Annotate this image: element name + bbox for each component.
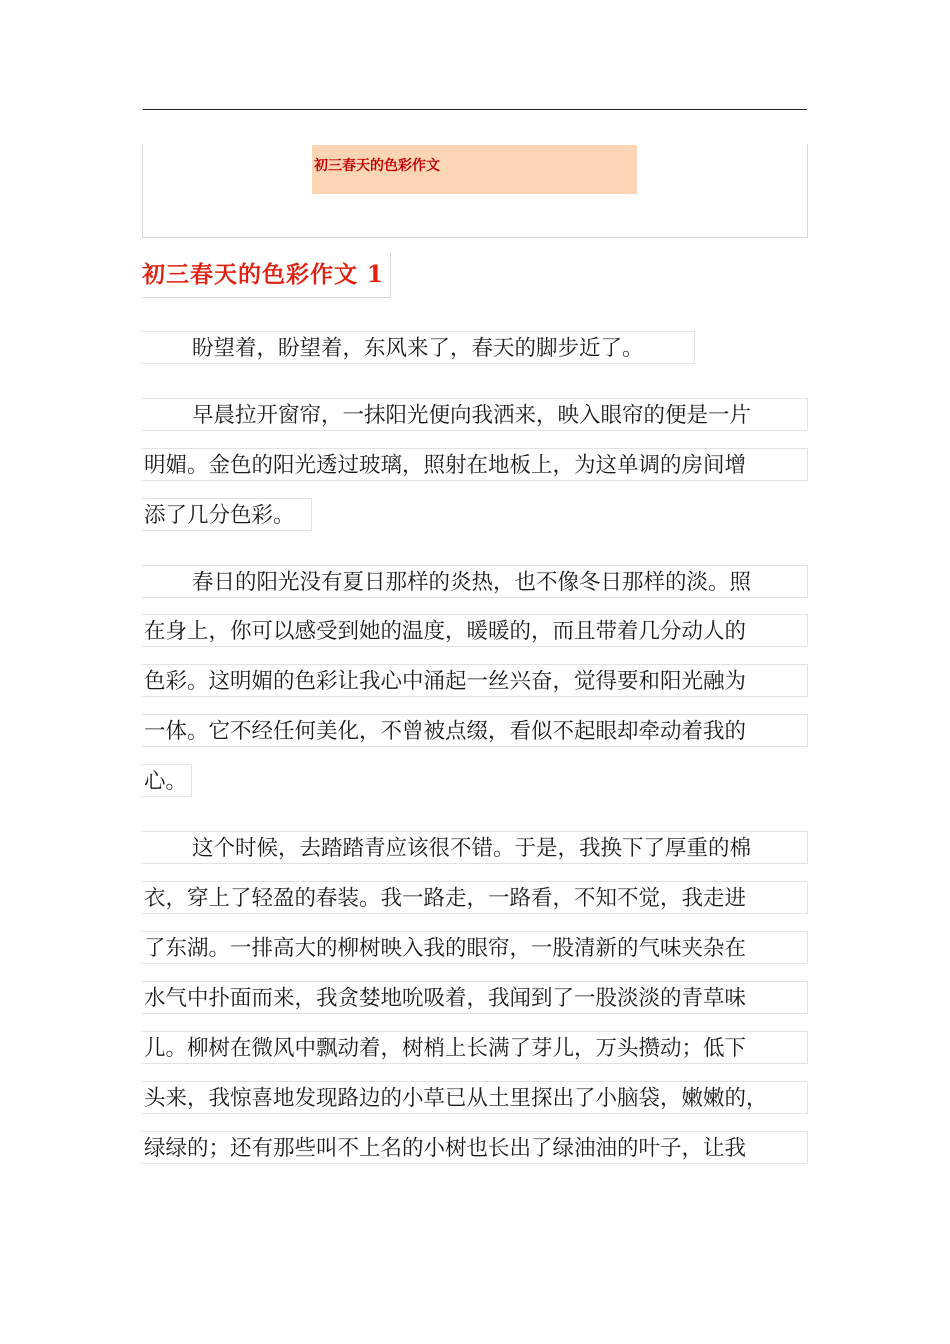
paragraph-line: 一体。它不经任何美化，不曾被点缀，看似不起眼却牵动着我的 — [142, 714, 808, 747]
paragraph-line: 盼望着，盼望着，东风来了，春天的脚步近了。 — [142, 331, 695, 364]
paragraph-line: 水气中扑面而来，我贪婪地吮吸着，我闻到了一股淡淡的青草味 — [142, 981, 808, 1014]
paragraph-line: 春日的阳光没有夏日那样的炎热，也不像冬日那样的淡。照 — [142, 565, 808, 598]
paragraph-line: 在身上，你可以感受到她的温度，暖暖的，而且带着几分动人的 — [142, 614, 808, 647]
paragraph-line: 儿。柳树在微风中飘动着，树梢上长满了芽儿，万头攒动；低下 — [142, 1031, 808, 1064]
paragraph-line: 添了几分色彩。 — [142, 498, 312, 531]
paragraph-line: 这个时候，去踏踏青应该很不错。于是，我换下了厚重的棉 — [142, 831, 808, 864]
essay-title: 初三春天的色彩作文 1 — [142, 253, 391, 298]
paragraph-line: 头来，我惊喜地发现路边的小草已从土里探出了小脑袋，嫩嫩的， — [142, 1081, 808, 1114]
header-title: 初三春天的色彩作文 — [314, 158, 440, 174]
paragraph-line: 了东湖。一排高大的柳树映入我的眼帘，一股清新的气味夹杂在 — [142, 931, 808, 964]
paragraph-line: 绿绿的；还有那些叫不上名的小树也长出了绿油油的叶子，让我 — [142, 1131, 808, 1164]
header-rule — [143, 109, 807, 110]
header-banner — [312, 145, 637, 194]
paragraph-line: 衣，穿上了轻盈的春装。我一路走，一路看，不知不觉，我走进 — [142, 881, 808, 914]
paragraph-line: 心。 — [142, 764, 192, 797]
paragraph-line: 色彩。这明媚的色彩让我心中涌起一丝兴奋，觉得要和阳光融为 — [142, 664, 808, 697]
paragraph-line: 早晨拉开窗帘，一抹阳光便向我洒来，映入眼帘的便是一片 — [142, 398, 808, 431]
paragraph-line: 明媚。金色的阳光透过玻璃，照射在地板上，为这单调的房间增 — [142, 448, 808, 481]
